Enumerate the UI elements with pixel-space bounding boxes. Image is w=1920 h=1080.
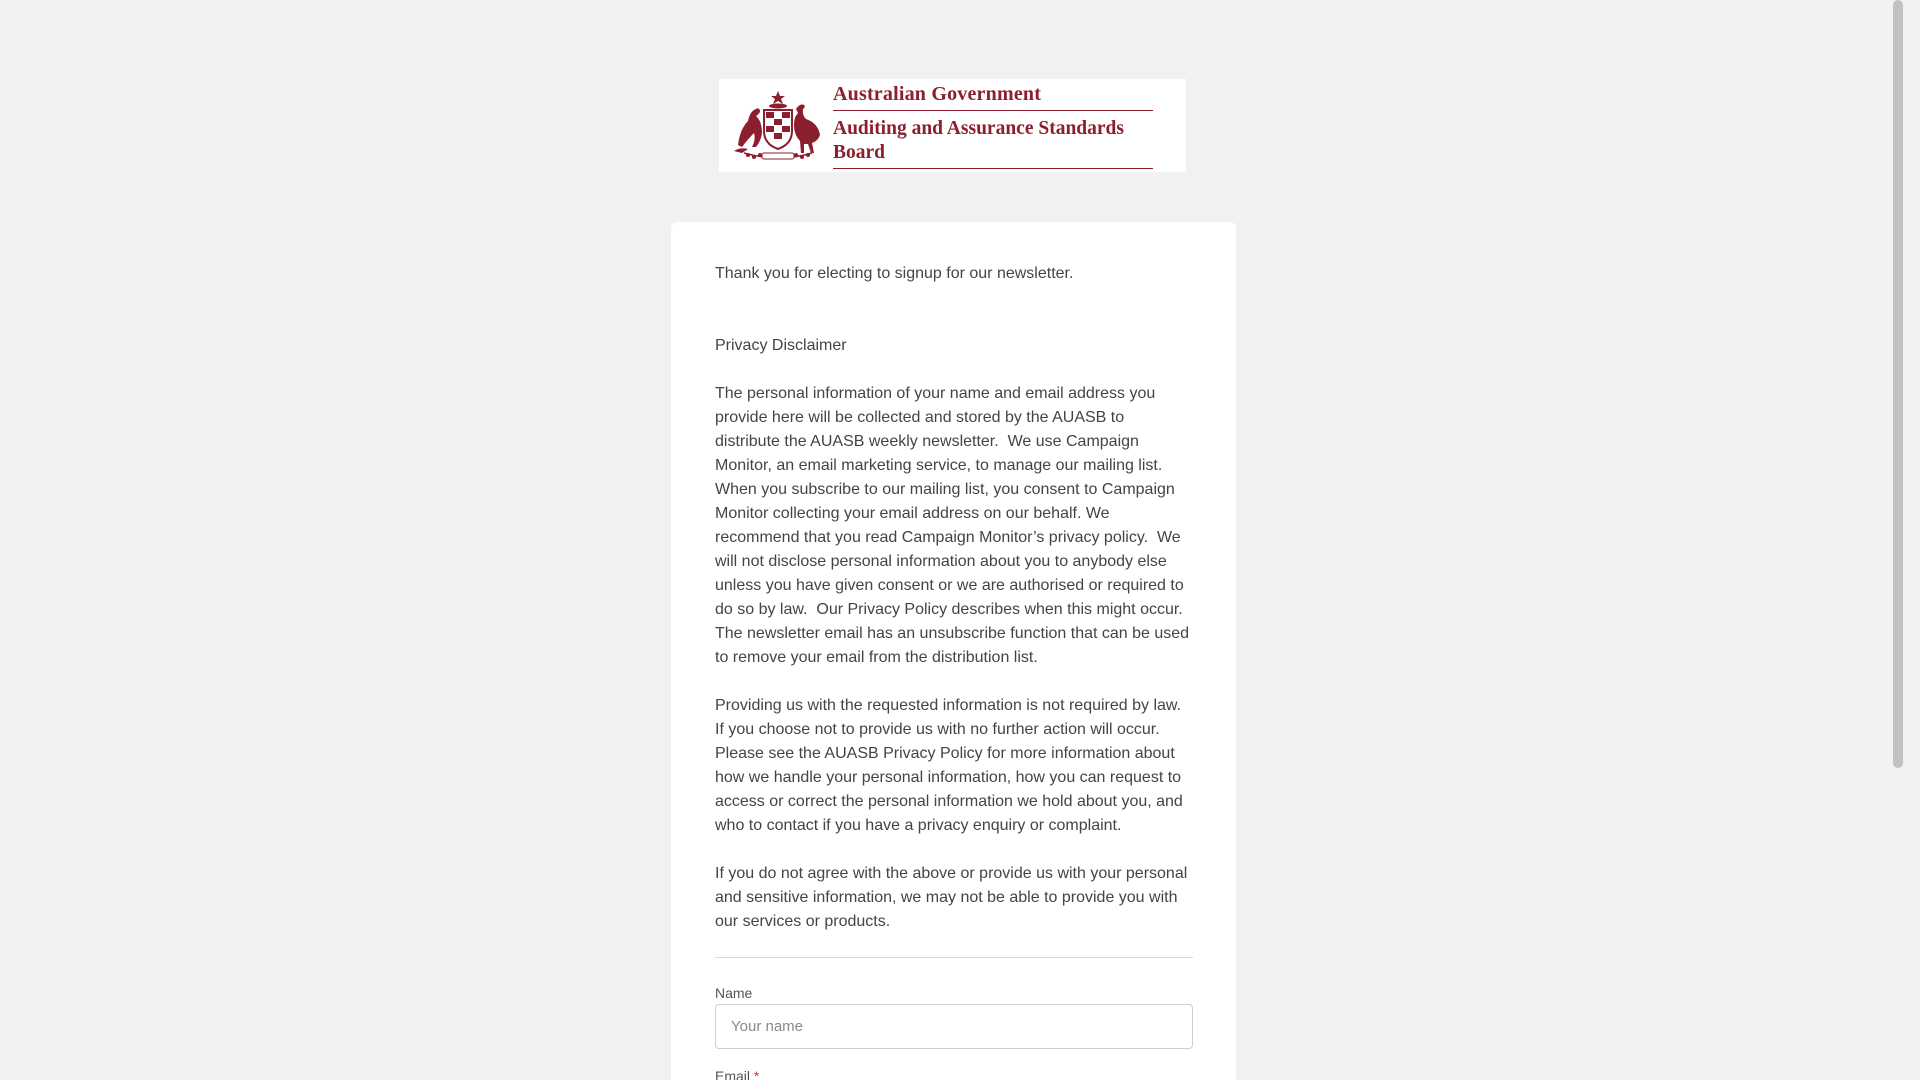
name-label: Name xyxy=(715,985,753,1001)
name-input[interactable] xyxy=(715,1004,1193,1049)
logo-text xyxy=(833,82,1153,169)
logo-line-board: Auditing and Assurance Standards Board xyxy=(833,111,1153,169)
signup-card xyxy=(671,222,1236,1080)
privacy-paragraph-1: The personal information of your name and email address you provide here will be collected and stored by the AUASB to distribute the AUASB weekly newsletter. We use Campaign Monitor, an email marketing service, to manage our mailing list. When you subscribe to our mailing list, you consent to Campaign Monitor collecting your email address on our behalf. We recommend that you read Campaign Monitor’s privacy policy. We will not disclose personal information about you to anybody else unless you have given consent or we are authorised or required to do so by law. Our Privacy Policy describes when this might occur. The newsletter email has an unsubscribe function that can be used to remove your email from the distribution list. xyxy=(715,385,1194,666)
logo-line-government: Australian Government xyxy=(833,82,1153,111)
email-label xyxy=(715,1067,759,1080)
coat-of-arms-icon xyxy=(728,89,828,163)
divider xyxy=(715,957,1193,958)
privacy-heading: Privacy Disclaimer xyxy=(715,337,847,354)
required-marker: * xyxy=(753,1068,760,1080)
intro-text: Thank you for electing to signup for our newsletter. xyxy=(715,265,1074,282)
disclaimer-content xyxy=(715,262,1193,958)
privacy-paragraph-3: If you do not agree with the above or provide us with your personal and sensitive information, we may not be able to provide you with our services or products. xyxy=(715,865,1192,930)
email-label-text: Email xyxy=(715,1068,751,1080)
header-logo xyxy=(719,79,1186,172)
privacy-paragraph-2: Providing us with the requested information is not required by law. If you choose not to provide us with no further action will occur. Please see the AUASB Privacy Policy for more information about how we handle your personal information, how you can request to access or correct the personal information we hold about you, and who to contact if you have a privacy enquiry or complaint. xyxy=(715,697,1188,834)
scrollbar-thumb[interactable] xyxy=(1893,0,1903,768)
scrollbar[interactable] xyxy=(1890,0,1905,1080)
